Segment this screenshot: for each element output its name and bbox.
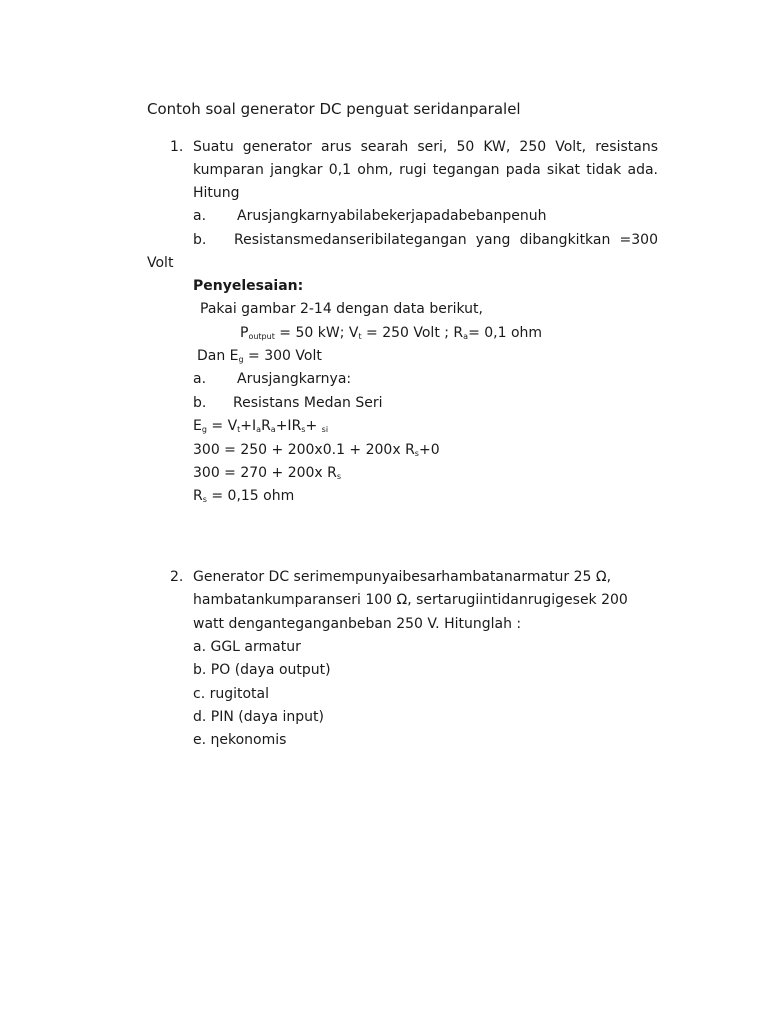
equation-2	[193, 440, 440, 460]
eq1-sub5: s	[301, 425, 306, 434]
solution-given-data	[240, 323, 542, 343]
eq1-sub2: t	[237, 425, 241, 434]
solution-line-1: Pakai gambar 2-14 dengan data berikut,	[200, 301, 483, 317]
question-2-line-2: hambatankumparanseri 100 Ω, sertarugiintidanrugigesek 200	[193, 592, 628, 608]
eq2-b: +0	[418, 442, 440, 458]
solution-eg-value	[197, 346, 322, 366]
eq1-f: +	[305, 418, 322, 434]
question-1-number: 1.	[170, 139, 184, 155]
solution-heading: Penyelesaian:	[193, 278, 304, 294]
eq2-sub: s	[414, 449, 419, 458]
eq1-a: E	[193, 418, 202, 434]
question-1-item-a-label: a.	[193, 208, 207, 224]
given-c: = 0,1 ohm	[468, 325, 543, 341]
eq2-a: 300 = 250 + 200x0.1 + 200x R	[193, 442, 415, 458]
eq1-sub3: a	[256, 425, 262, 434]
solution-b-text: Resistans Medan Seri	[233, 395, 383, 411]
solution-b-label: b.	[193, 395, 207, 411]
question-2-item: e. ηekonomis	[193, 732, 287, 748]
given-a: = 50 kW; V	[274, 325, 359, 341]
question-2-line-3: watt denganteganganbeban 250 V. Hitunglah :	[193, 616, 522, 632]
question-1-item-a-text: Arusjangkarnyabilabekerjapadabebanpenuh	[237, 208, 547, 224]
eq1-sub6: si	[321, 425, 329, 434]
question-2-item: a. GGL armatur	[193, 639, 301, 655]
eq1-d: R	[261, 418, 271, 434]
eq4-b: = 0,15 ohm	[206, 488, 295, 504]
eg-b: = 300 Volt	[243, 348, 322, 364]
eg-a: Dan E	[197, 348, 239, 364]
given-p-sub: output	[248, 332, 275, 341]
eq1-b: = V	[206, 418, 238, 434]
question-1-item-b-label: b.	[193, 232, 207, 248]
question-1-item-b-wrap: Volt	[147, 255, 174, 271]
question-2-item: c. rugitotal	[193, 686, 270, 702]
solution-a-text: Arusjangkarnya:	[237, 371, 352, 387]
eq1-e: +IR	[275, 418, 302, 434]
solution-a-label: a.	[193, 371, 207, 387]
eg-sub: g	[238, 355, 244, 364]
eq4-a: R	[193, 488, 203, 504]
given-p: P	[240, 325, 249, 341]
question-1-item-b-text: Resistansmedanseribilategangan yang dibangkitkan =300	[234, 232, 658, 248]
eq1-sub4: a	[270, 425, 276, 434]
question-2-item: b. PO (daya output)	[193, 662, 331, 678]
question-2-line-1: Generator DC serimempunyaibesarhambatanarmatur 25 Ω,	[193, 569, 612, 585]
question-1-line-3: Hitung	[193, 185, 240, 201]
question-2-number: 2.	[170, 569, 184, 585]
eq1-c: +I	[240, 418, 257, 434]
eq1-sub1: g	[201, 425, 207, 434]
question-2-item: d. PIN (daya input)	[193, 709, 324, 725]
eq3-sub: s	[336, 472, 342, 481]
question-1-line-2: kumparan jangkar 0,1 ohm, rugi tegangan pada sikat tidak ada.	[193, 162, 658, 178]
equation-4	[193, 486, 294, 506]
question-1-line-1: Suatu generator arus searah seri, 50 KW, 250 Volt, resistans	[193, 139, 658, 155]
equation-1	[193, 416, 328, 436]
eq3-a: 300 = 270 + 200x R	[193, 465, 337, 481]
given-v-sub: t	[358, 332, 362, 341]
eq4-sub: s	[202, 495, 207, 504]
given-r-sub: a	[463, 332, 469, 341]
document-title: Contoh soal generator DC penguat seridanparalel	[147, 100, 521, 118]
given-b: = 250 Volt ; R	[361, 325, 464, 341]
equation-3	[193, 463, 341, 483]
